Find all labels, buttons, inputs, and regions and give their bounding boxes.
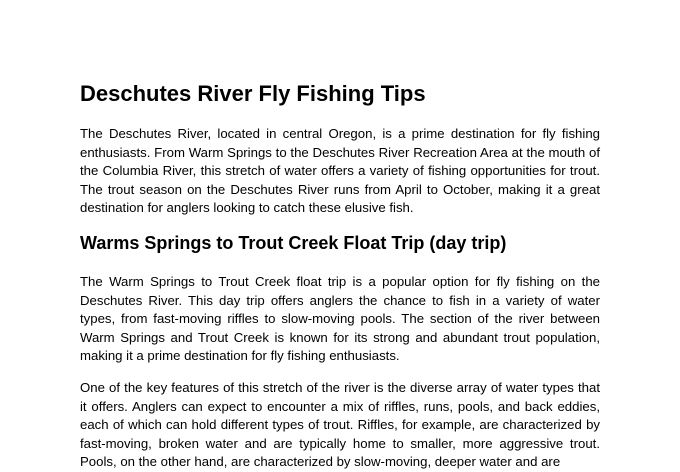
section-paragraph: One of the key features of this stretch of the river is the diverse array of water types that it offers. Anglers can expect to encounter a mix of riffles, runs, pools, and back eddies, each of which can hold different types of trout. Riffles, for example, are characterized by fast-moving, broken water and are typically home to smaller, more aggressive trout. Pools, on the other hand, are characterized by slow-moving, deeper water and are [80, 380, 600, 469]
intro-paragraph: The Deschutes River, located in central Oregon, is a prime destination for fly fishing enthusiasts. From Warm Springs to the Deschutes River Recreation Area at the mouth of the Columbia River, this stretch of water offers a variety of fishing opportunities for trout. The trout season on the Deschutes River runs from April to October, making it a great destination for anglers looking to catch these elusive fish. [80, 126, 600, 215]
section-paragraph: The Warm Springs to Trout Creek float trip is a popular option for fly fishing on the Deschutes River. This day trip offers anglers the chance to fish in a variety of water types, from fast-moving riffles to slow-moving pools. The section of the river between Warm Springs and Trout Creek is known for its strong and abundant trout population, making it a prime destination for fly fishing enthusiasts. [80, 274, 600, 363]
section-heading: Warms Springs to Trout Creek Float Trip (day trip) [80, 233, 507, 253]
document-title: Deschutes River Fly Fishing Tips [80, 81, 426, 106]
